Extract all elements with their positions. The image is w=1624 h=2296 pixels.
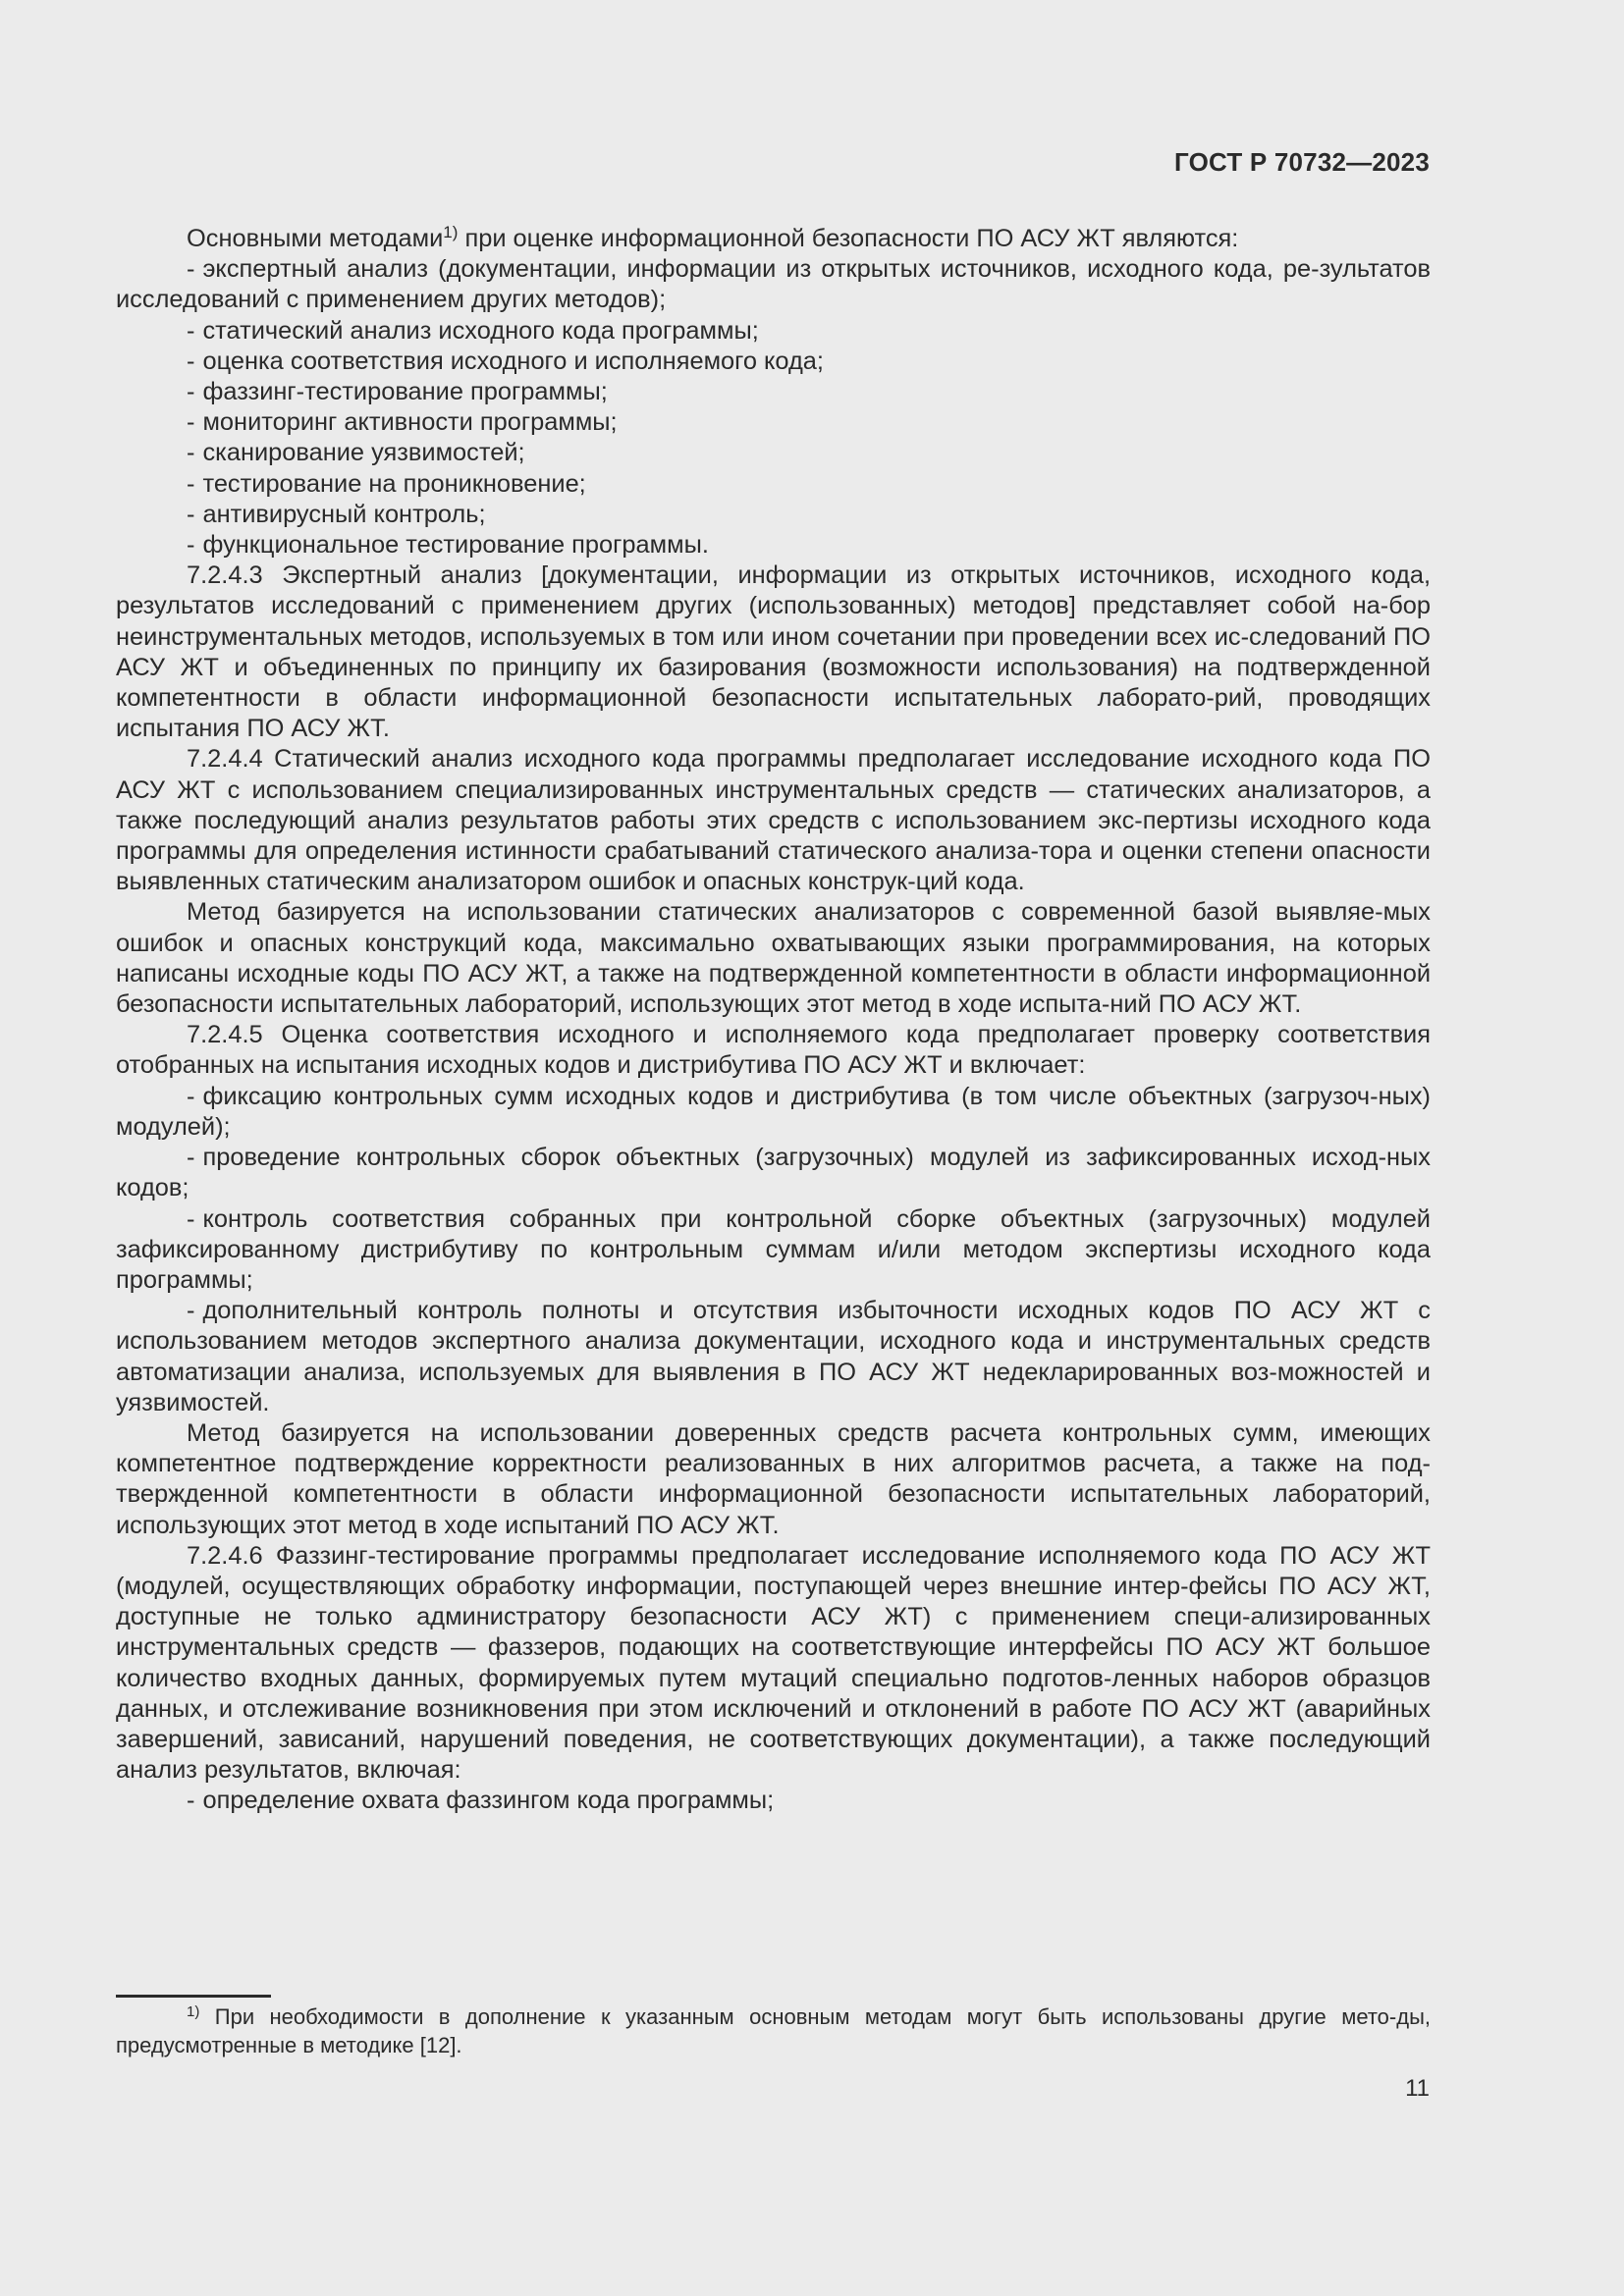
method-list-item: - оценка соответствия исходного и исполняемого кода; xyxy=(187,347,824,375)
method-list-item: - мониторинг активности программы; xyxy=(187,408,618,437)
footnote-separator xyxy=(116,1995,271,1998)
method-paragraph-checksums: Метод базируется на использовании доверенных средств расчета контрольных сумм, имеющих компетентное подтверждение корректности реализованных в них алгоритмов расчета, а также на под-твержденной компетентности в области информационной безопасности испытательных лабораторий, использующих этот метод в ходе испытаний ПО АСУ ЖТ. xyxy=(116,1418,1431,1539)
method-list-item: - статический анализ исходного кода программы; xyxy=(187,316,759,345)
intro-text-end: при оценке информационной безопасности ПО АСУ ЖТ являются: xyxy=(458,225,1239,252)
intro-paragraph xyxy=(116,224,1431,254)
method-item-text: тестирование на проникновение; xyxy=(202,469,586,498)
method-list-item: - функциональное тестирование программы. xyxy=(187,531,709,560)
check-item-text: фиксацию контрольных сумм исходных кодов и дистрибутива (в том числе объектных (загрузоч-ных) модулей); xyxy=(116,1082,1431,1141)
check-list-item: - фиксацию контрольных сумм исходных кодов и дистрибутива (в том числе объектных (загрузоч-ных) модулей); xyxy=(116,1082,1431,1141)
fuzzing-item-text: определение охвата фаззингом кода программы; xyxy=(202,1787,775,1815)
method-list-item: - сканирование уязвимостей; xyxy=(187,439,525,467)
section-7-2-4-3: 7.2.4.3 Экспертный анализ [документации, информации из открытых источников, исходного кода, результатов исследований с применением других (использованных) методов] представляет собой на-бор неинструментальных методов, используемых в том или ином сочетании при проведении всех ис-следований ПО АСУ ЖТ и объединенных по принципу их базирования (возможности использования) на подтвержденной компетентности в области информационной безопасности испытательных лаборато-рий, проводящих испытания ПО АСУ ЖТ. xyxy=(116,561,1431,743)
footnote-mark: 1) xyxy=(187,2003,200,2020)
method-list-item: - экспертный анализ (документации, информации из открытых источников, исходного кода, ре-зультатов исследований с применением других методов); xyxy=(116,255,1431,314)
method-item-text: антивирусный контроль; xyxy=(202,500,486,528)
method-item-text: фаззинг-тестирование программы; xyxy=(202,378,608,406)
check-item-text: проведение контрольных сборок объектных (загрузочных) модулей из зафиксированных исход-ных кодов; xyxy=(116,1144,1431,1202)
page-number: 11 xyxy=(1405,2075,1430,2102)
method-item-text: мониторинг активности программы; xyxy=(202,408,618,437)
footnote-text: При необходимости в дополнение к указанным основным методам могут быть использованы другие мето-ды, предусмотренные в методике [12]. xyxy=(116,2004,1431,2057)
footnote-paragraph xyxy=(116,2002,1431,2059)
fuzzing-list-item: - определение охвата фаззингом кода программы; xyxy=(187,1787,775,1815)
check-item-text: дополнительный контроль полноты и отсутствия избыточности исходных кодов ПО АСУ ЖТ с использованием методов экспертного анализа документации, исходного кода и инструментальных средств автоматизации анализа, используемых для выявления в ПО АСУ ЖТ недекларированных воз-можностей и уязвимостей. xyxy=(116,1297,1431,1416)
footnote-reference[interactable]: 1) xyxy=(443,223,459,241)
document-header: ГОСТ Р 70732—2023 xyxy=(1174,147,1430,177)
method-item-text: сканирование уязвимостей; xyxy=(202,439,525,467)
method-list-item: - тестирование на проникновение; xyxy=(187,469,586,498)
method-item-text: экспертный анализ (документации, информации из открытых источников, исходного кода, ре-зультатов исследований с применением других методов); xyxy=(116,255,1431,314)
section-7-2-4-5: 7.2.4.5 Оценка соответствия исходного и исполняемого кода предполагает проверку соответствия отобранных на испытания исходных кодов и дистрибутива ПО АСУ ЖТ и включает: xyxy=(116,1021,1431,1080)
document-body xyxy=(116,224,1431,1817)
method-list-item: - фаззинг-тестирование программы; xyxy=(187,378,608,406)
section-7-2-4-4: 7.2.4.4 Статический анализ исходного кода программы предполагает исследование исходного кода ПО АСУ ЖТ с использованием специализированных инструментальных средств — статических анализаторов, а также последующий анализ результатов работы этих средств с использованием экс-пертизы исходного кода программы для определения истинности срабатываний статического анализа-тора и оценки степени опасности выявленных статическим анализатором ошибок и опасных конструк-ций кода. xyxy=(116,745,1431,896)
method-paragraph-static: Метод базируется на использовании статических анализаторов с современной базой выявляе-мых ошибок и опасных конструкций кода, максимально охватывающих языки программирования, на которых написаны исходные коды ПО АСУ ЖТ, а также на подтвержденной компетентности в области информационной безопасности испытательных лабораторий, использующих этот метод в ходе испыта-ний ПО АСУ ЖТ. xyxy=(116,898,1431,1019)
check-item-text: контроль соответствия собранных при контрольной сборке объектных (загрузочных) модулей зафиксированному дистрибутиву по контрольным суммам и/или методом экспертизы исходного кода программы; xyxy=(116,1204,1431,1294)
section-7-2-4-6: 7.2.4.6 Фаззинг-тестирование программы предполагает исследование исполняемого кода ПО АСУ ЖТ (модулей, осуществляющих обработку информации, поступающей через внешние интер-фейсы ПО АСУ ЖТ, доступные не только администратору безопасности АСУ ЖТ) с применением специ-ализированных инструментальных средств — фаззеров, подающих на соответствующие интерфейсы ПО АСУ ЖТ большое количество входных данных, формируемых путем мутаций специально подготов-ленных наборов образцов данных, и отслеживание возникновения при этом исключений и отклонений в работе ПО АСУ ЖТ (аварийных завершений, зависаний, нарушений поведения, не соответствующих документации), а также последующий анализ результатов, включая: xyxy=(116,1541,1431,1785)
check-list-item: - дополнительный контроль полноты и отсутствия избыточности исходных кодов ПО АСУ ЖТ с использованием методов экспертного анализа документации, исходного кода и инструментальных средств автоматизации анализа, используемых для выявления в ПО АСУ ЖТ недекларированных воз-можностей и уязвимостей. xyxy=(116,1297,1431,1416)
check-list-item: - контроль соответствия собранных при контрольной сборке объектных (загрузочных) модулей зафиксированному дистрибутиву по контрольным суммам и/или методом экспертизы исходного кода программы; xyxy=(116,1204,1431,1294)
method-item-text: статический анализ исходного кода программы; xyxy=(202,316,759,345)
method-item-text: оценка соответствия исходного и исполняемого кода; xyxy=(202,347,824,375)
check-list-item: - проведение контрольных сборок объектных (загрузочных) модулей из зафиксированных исход-ных кодов; xyxy=(116,1144,1431,1202)
footnote xyxy=(116,2002,1431,2059)
intro-text-start: Основными методами xyxy=(187,225,444,252)
method-item-text: функциональное тестирование программы. xyxy=(202,531,709,560)
method-list-item: - антивирусный контроль; xyxy=(187,500,486,528)
